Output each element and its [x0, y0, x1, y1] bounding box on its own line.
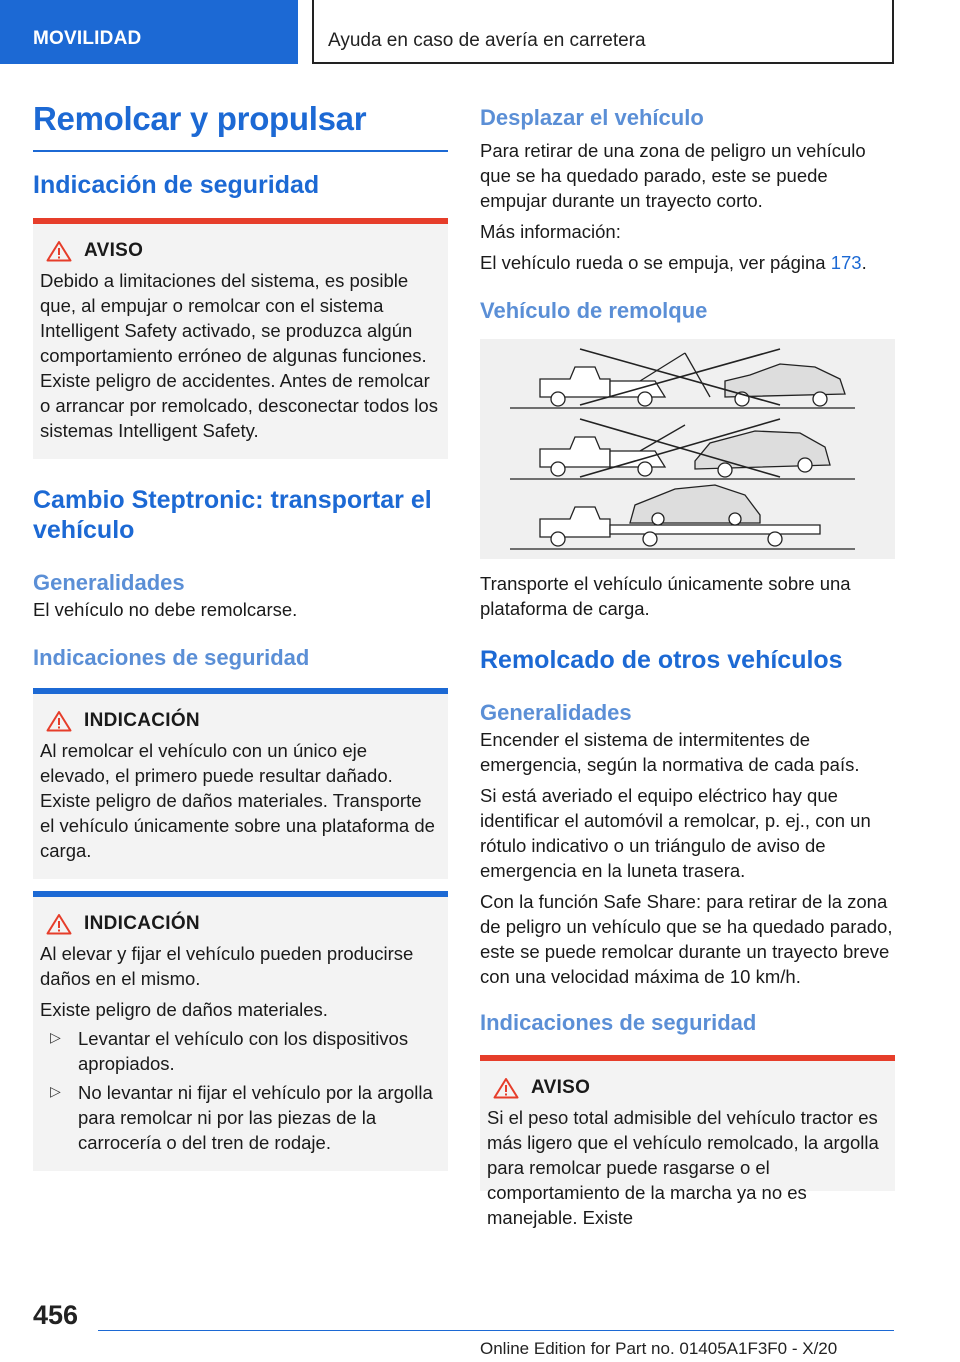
- paragraph-identify-vehicle: Si está averiado el equipo eléctrico hay que identificar el automóvil a remolcar, p. ej., con un rótulo indicativo o un triángulo de aviso de emergencia en la luneta trasera.: [480, 785, 871, 881]
- footer-edition: Online Edition for Part no. 01405A1F3F0 - X/20: [480, 1339, 838, 1358]
- warning-triangle-icon: [46, 240, 72, 262]
- section-label: MOVILIDAD: [33, 28, 142, 49]
- bullet-triangle-icon: ▷: [50, 1029, 61, 1045]
- chapter-header: [312, 0, 894, 64]
- towing-illustration: [480, 339, 895, 559]
- warning-triangle-icon: [493, 1077, 519, 1099]
- more-info-label: Más información:: [480, 221, 621, 242]
- list-item-text: Levantar el vehículo con los dispositivos apropiados.: [78, 1028, 409, 1074]
- heading-tow-vehicle: Vehículo de remolque: [480, 298, 708, 323]
- warning-box-aviso: [33, 218, 448, 459]
- reference-text: El vehículo rueda o se empuja, ver página: [480, 252, 831, 273]
- general-text: El vehículo no debe remolcarse.: [33, 599, 298, 620]
- warning-triangle-icon: [46, 710, 72, 732]
- move-text: Para retirar de una zona de peligro un vehículo que se ha quedado parado, este se puede empujar durante un trayecto corto.: [480, 140, 866, 211]
- tow-truck-illustration: [480, 339, 895, 559]
- section-tab: [0, 0, 298, 64]
- footer-divider: [98, 1330, 894, 1331]
- paragraph-hazard-lights: Encender el sistema de intermitentes de emergencia, según la normativa de cada país.: [480, 729, 860, 775]
- paragraph-safe-share: Con la función Safe Share: para retirar de la zona de peligro un vehículo que se ha quedado parado, este se puede remolcar durante un trayecto breve con una velocidad máxima de 10 km/h.: [480, 891, 893, 987]
- bullet-triangle-icon: ▷: [50, 1083, 61, 1099]
- reference-end: .: [861, 252, 867, 273]
- notice-text: Existe peligro de daños materiales.: [40, 999, 328, 1020]
- figure-caption: Transporte el vehículo únicamente sobre una plataforma de carga.: [480, 573, 851, 619]
- list-item: [40, 1080, 440, 1155]
- page-reference: [480, 250, 895, 275]
- warning-box-aviso: [480, 1055, 895, 1228]
- warning-text: Si el peso total admisible del vehículo tractor es más ligero que el vehículo remolcado, la argolla para remolcar puede rasgarse o el comportamiento de la marcha ya no es manejable. Existe: [487, 1107, 879, 1228]
- notice-text: Al elevar y fijar el vehículo pueden producirse daños en el mismo.: [40, 943, 414, 989]
- heading-generalidades: Generalidades: [480, 700, 632, 725]
- notice-title: INDICACIÓN: [84, 710, 200, 731]
- heading-safety: Indicación de seguridad: [33, 171, 320, 199]
- page-title: Remolcar y propulsar: [33, 100, 367, 137]
- warning-triangle-icon: [46, 913, 72, 935]
- heading-safety-notes: Indicaciones de seguridad: [480, 1010, 757, 1035]
- notice-text: Al remolcar el vehículo con un único eje elevado, el primero puede resultar dañado. Existe peligro de daños materiales. Transporte el vehículo únicamente sobre una plataforma de carga.: [40, 740, 435, 861]
- warning-title: AVISO: [84, 240, 144, 261]
- left-column: [33, 100, 448, 1171]
- list-item: [40, 1026, 440, 1076]
- heading-safety-notes: Indicaciones de seguridad: [33, 645, 310, 670]
- notice-box-1: [33, 688, 448, 879]
- list-item-text: No levantar ni fijar el vehículo por la argolla para remolcar ni por las piezas de la carrocería o del tren de rodaje.: [78, 1082, 433, 1153]
- chapter-title: Ayuda en caso de avería en carretera: [328, 30, 646, 51]
- title-divider: [33, 150, 448, 152]
- notice-box-2: [33, 891, 448, 1171]
- page-number: 456: [33, 1300, 79, 1330]
- notice-title: INDICACIÓN: [84, 913, 200, 934]
- right-column: [480, 104, 895, 1228]
- heading-tow-others: Remolcado de otros vehículos: [480, 646, 843, 674]
- warning-text: Debido a limitaciones del sistema, es posible que, al empujar o remolcar con el sistema Intelligent Safety activado, se produzca algún comportamiento erróneo de algunas funciones. Existe peligro de accidentes. Antes de remolcar o arrancar por remolcado, desconectar todos los sistemas Intelligent Safety.: [40, 270, 438, 441]
- heading-generalidades: Generalidades: [33, 570, 185, 595]
- heading-steptronic: Cambio Steptronic: transportar el vehículo: [33, 486, 432, 544]
- page-link-173[interactable]: 173: [830, 252, 862, 273]
- warning-title: AVISO: [531, 1077, 591, 1098]
- heading-move-vehicle: Desplazar el vehículo: [480, 105, 704, 130]
